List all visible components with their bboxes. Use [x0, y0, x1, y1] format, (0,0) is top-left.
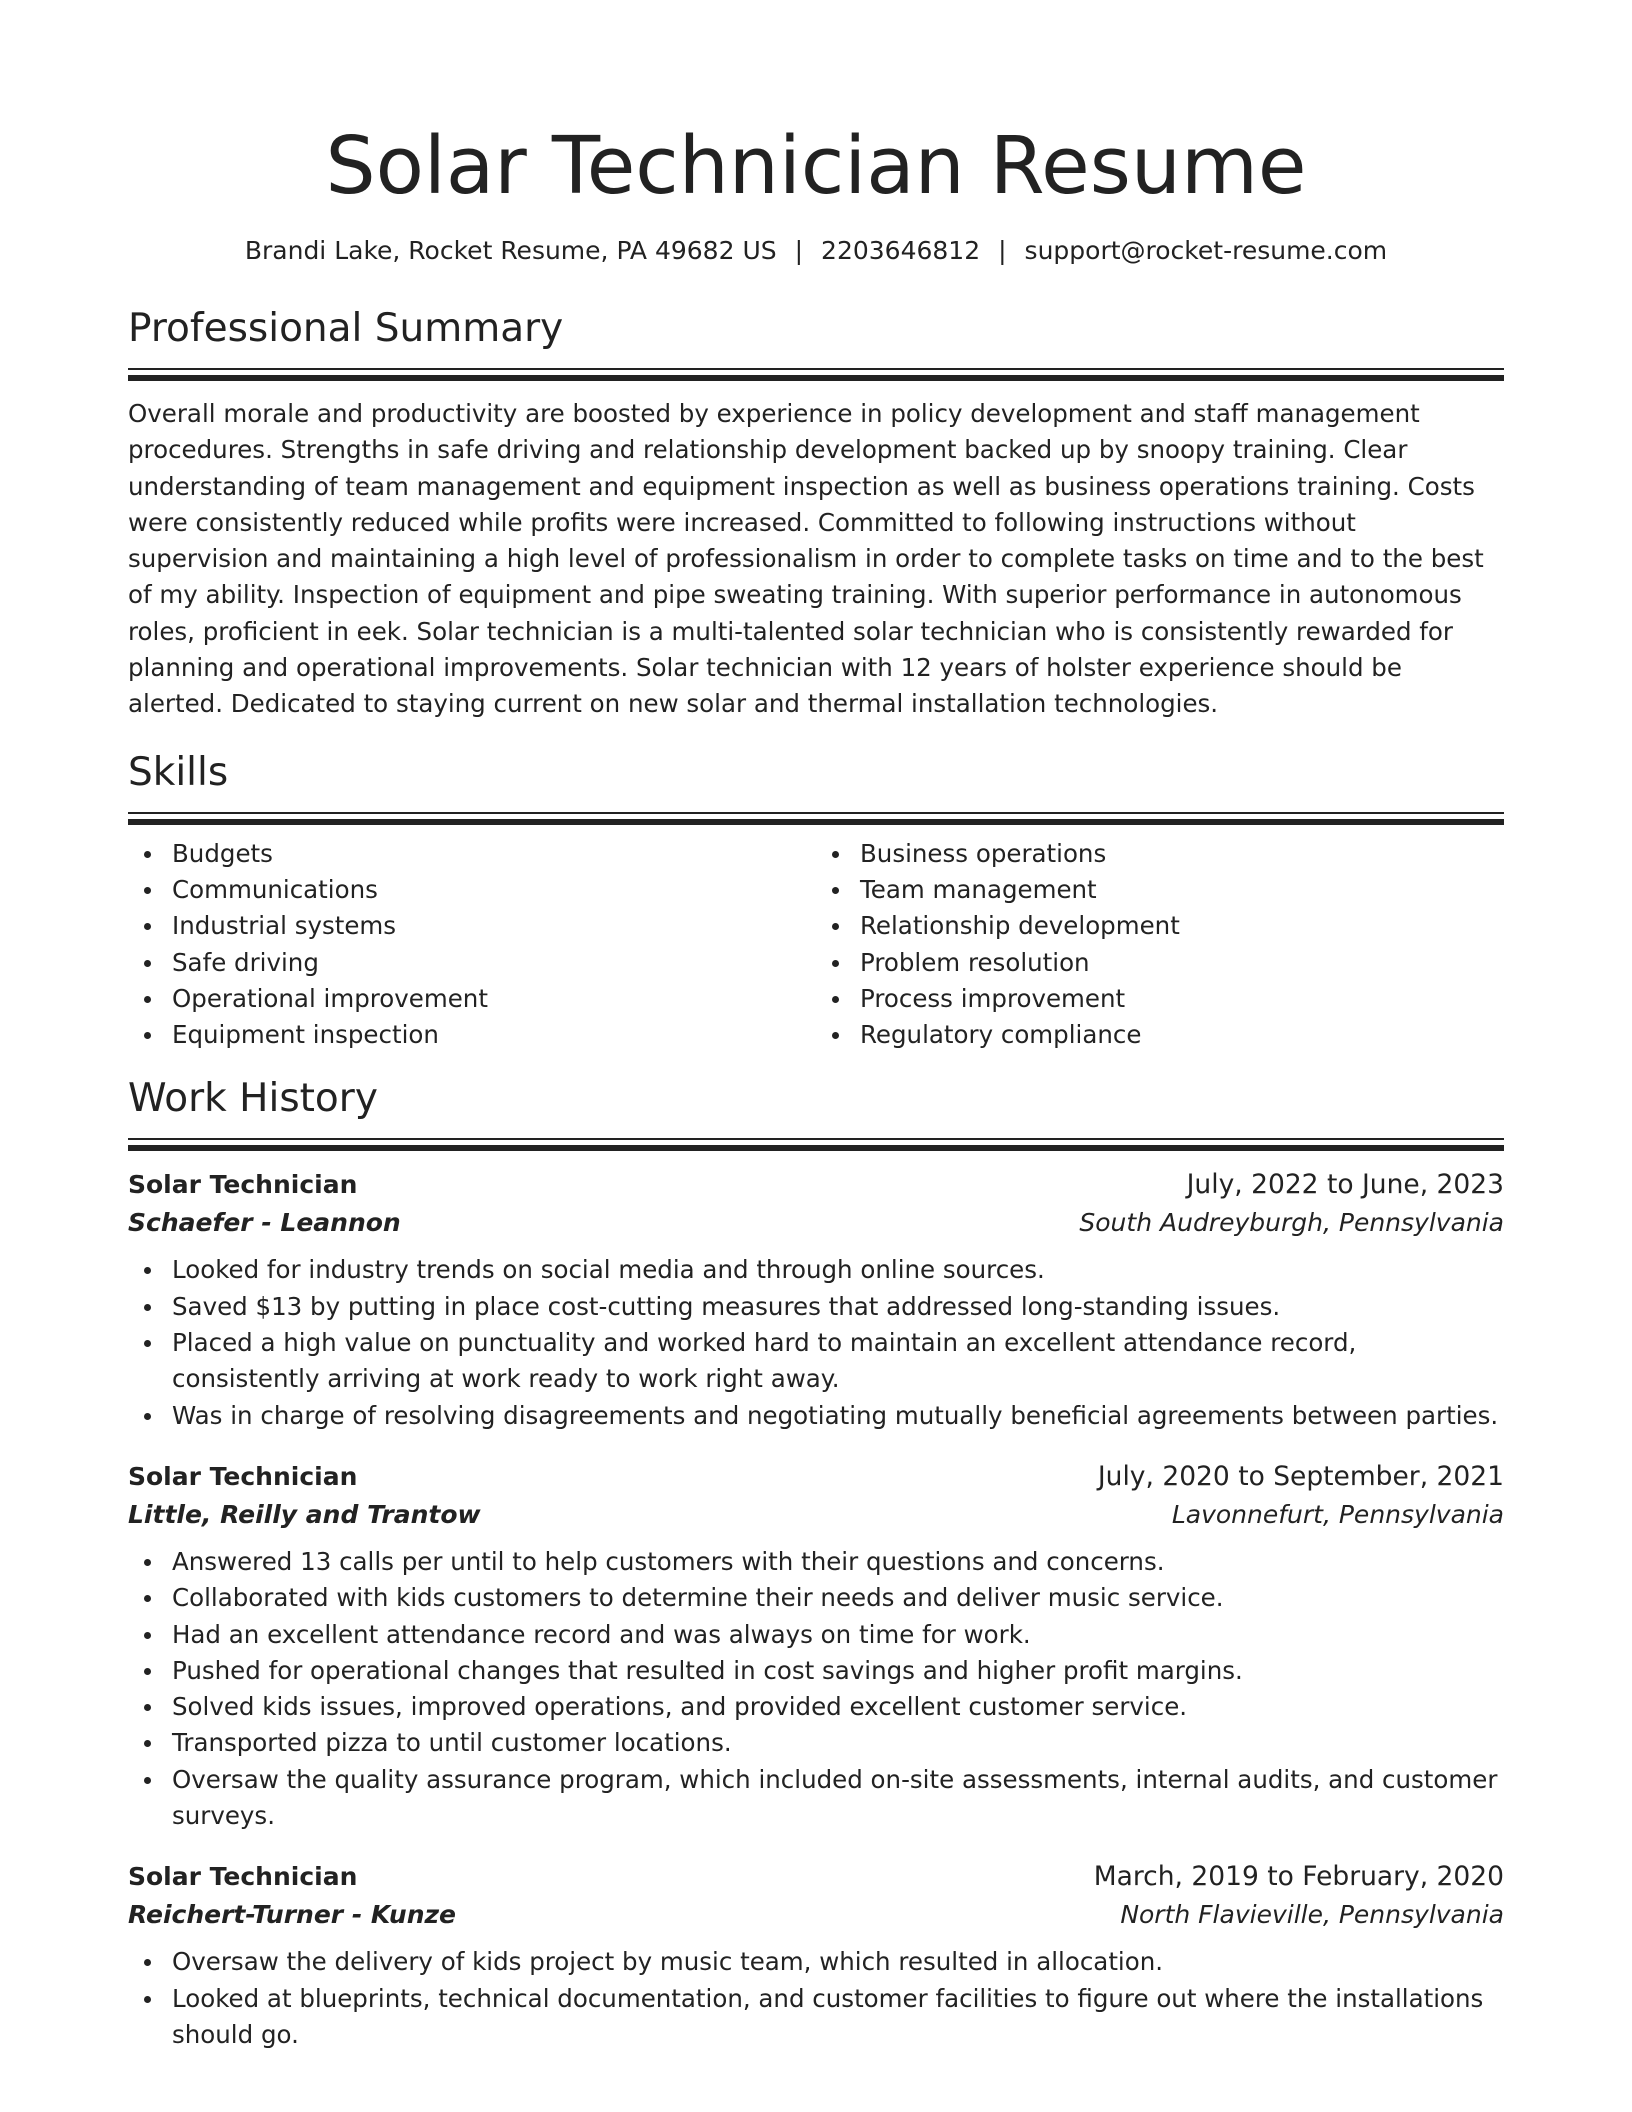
skill-item: Relationship development: [860, 908, 1504, 944]
section-divider: [128, 812, 1504, 826]
skill-item: Regulatory compliance: [860, 1017, 1504, 1053]
job-entry: [128, 1166, 1504, 1433]
job-company: Little, Reilly and Trantow: [128, 1499, 481, 1529]
job-bullet: Oversaw the quality assurance program, which included on-site assessments, internal audits, and customer surveys.: [172, 1762, 1504, 1835]
section-divider: [128, 368, 1504, 382]
summary-heading: Professional Summary: [128, 306, 564, 351]
contact-address: Brandi Lake, Rocket Resume, PA 49682 US: [244, 236, 777, 265]
job-header: [128, 1166, 1504, 1204]
skills-list-left: [128, 836, 816, 1054]
resume-title: Solar Technician Resume: [325, 120, 1307, 212]
job-location: North Flavieville, Pennsylvania: [1120, 1900, 1504, 1930]
job-location: South Audreyburgh, Pennsylvania: [1079, 1208, 1504, 1238]
job-dates: March, 2019 to February, 2020: [1093, 1861, 1504, 1893]
contact-phone: 2203646812: [821, 236, 981, 265]
contact-separator: |: [794, 236, 804, 265]
work-history-heading: Work History: [128, 1076, 378, 1122]
skill-item: Process improvement: [860, 981, 1504, 1017]
skills-list-right: [816, 836, 1504, 1054]
skill-item: Operational improvement: [172, 981, 816, 1017]
skills-section: [128, 749, 1504, 1054]
job-bullets: [128, 1944, 1504, 2053]
job-dates: July, 2022 to June, 2023: [1186, 1169, 1504, 1201]
skill-item: Equipment inspection: [172, 1017, 816, 1053]
job-entry: [128, 1458, 1504, 1834]
contact-email: support@rocket-resume.com: [1024, 236, 1388, 265]
job-entry: [128, 1858, 1504, 2053]
job-subheader: [128, 1496, 1504, 1534]
job-subheader: [128, 1204, 1504, 1242]
job-title: Solar Technician: [128, 1170, 358, 1200]
job-bullet: Saved $13 by putting in place cost-cutting measures that addressed long-standing issues.: [172, 1289, 1504, 1325]
job-bullets: [128, 1544, 1504, 1834]
job-bullet: Transported pizza to until customer locations.: [172, 1725, 1504, 1761]
section-divider: [128, 1138, 1504, 1152]
skill-item: Business operations: [860, 836, 1504, 872]
job-bullet: Solved kids issues, improved operations, and provided excellent customer service.: [172, 1689, 1504, 1725]
contact-separator: |: [998, 236, 1007, 265]
job-subheader: [128, 1896, 1504, 1934]
summary-section: [128, 306, 1504, 723]
work-history-section: [128, 1076, 1504, 2053]
job-location: Lavonnefurt, Pennsylvania: [1171, 1499, 1504, 1529]
job-bullet: Had an excellent attendance record and was always on time for work.: [172, 1617, 1504, 1653]
skill-item: Problem resolution: [860, 945, 1504, 981]
job-bullet: Looked at blueprints, technical documentation, and customer facilities to figure out where the installations should go.: [172, 1981, 1504, 2054]
skill-item: Safe driving: [172, 945, 816, 981]
job-bullet: Answered 13 calls per until to help customers with their questions and concerns.: [172, 1544, 1504, 1580]
job-bullet: Looked for industry trends on social media and through online sources.: [172, 1252, 1504, 1288]
job-bullet: Was in charge of resolving disagreements and negotiating mutually beneficial agreements between parties.: [172, 1398, 1504, 1434]
job-bullet: Oversaw the delivery of kids project by music team, which resulted in allocation.: [172, 1944, 1504, 1980]
job-header: [128, 1458, 1504, 1496]
job-bullet: Placed a high value on punctuality and worked hard to maintain an excellent attendance record, consistently arriving at work ready to work right away.: [172, 1325, 1504, 1398]
job-bullets: [128, 1252, 1504, 1433]
skill-item: Communications: [172, 872, 816, 908]
contact-line: [128, 236, 1504, 265]
job-bullet: Pushed for operational changes that resulted in cost savings and higher profit margins.: [172, 1653, 1504, 1689]
skills-heading: Skills: [128, 749, 229, 795]
job-title: Solar Technician: [128, 1461, 358, 1491]
skill-item: Industrial systems: [172, 908, 816, 944]
skill-item: Team management: [860, 872, 1504, 908]
job-header: [128, 1858, 1504, 1896]
job-dates: July, 2020 to September, 2021: [1097, 1460, 1504, 1492]
job-company: Reichert-Turner - Kunze: [128, 1900, 457, 1930]
skill-item: Budgets: [172, 836, 816, 872]
summary-text: Overall morale and productivity are boosted by experience in policy development and staff management procedures. Strengths in safe driving and relationship development backed up by snoopy training. Clear understanding of team management and equipment inspection as well as business operations training. Costs were consistently reduced while profits were increased. Committed to following instructions without supervision and maintaining a high level of professionalism in order to complete tasks on time and to the best of my ability. Inspection of equipment and pipe sweating training. With superior performance in autonomous roles, proficient in eek. Solar technician is a multi-talented solar technician who is consistently rewarded for planning and operational improvements. Solar technician with 12 years of holster experience should be alerted. Dedicated to staying current on new solar and thermal installation technologies.: [128, 399, 1484, 719]
job-bullet: Collaborated with kids customers to determine their needs and deliver music service.: [172, 1580, 1504, 1616]
job-title: Solar Technician: [128, 1862, 358, 1892]
skills-grid: [128, 836, 1504, 1054]
job-company: Schaefer - Leannon: [128, 1208, 401, 1238]
